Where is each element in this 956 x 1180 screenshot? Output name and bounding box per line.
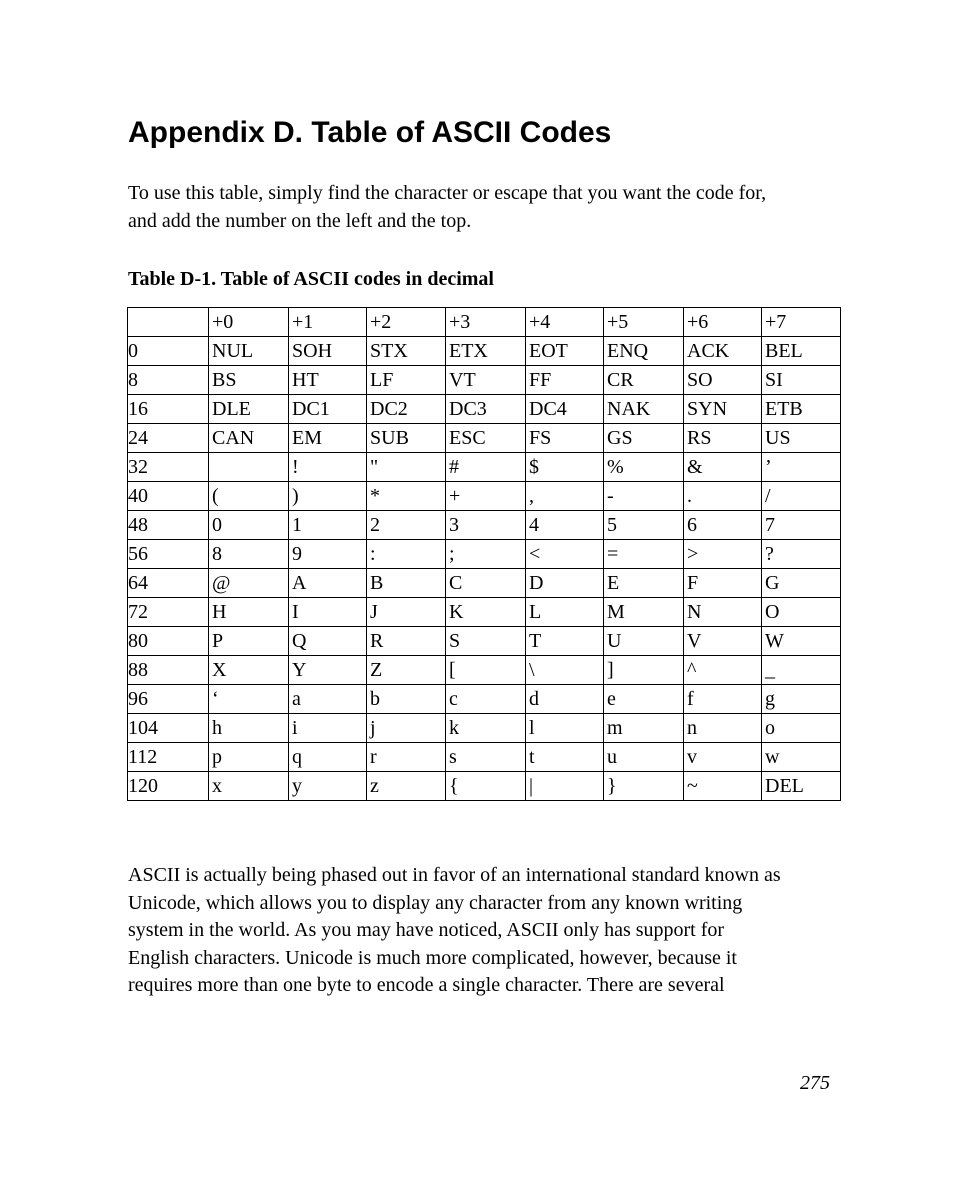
ascii-char-cell: y [289,772,367,801]
ascii-char-cell: E [604,569,684,598]
row-base-value-cell: 56 [128,540,209,569]
ascii-char-cell: s [446,743,526,772]
table-row [128,395,841,424]
ascii-char-cell: DC1 [289,395,367,424]
ascii-char-cell: GS [604,424,684,453]
table-row [128,453,841,482]
closing-line: ASCII is actually being phased out in favor of an international standard known as [128,864,781,886]
table-row [128,598,841,627]
column-offset-header: +4 [526,308,604,337]
ascii-char-cell: C [446,569,526,598]
ascii-char-cell: 1 [289,511,367,540]
row-base-value-cell: 0 [128,337,209,366]
page-number: 275 [800,1072,830,1094]
ascii-char-cell: d [526,685,604,714]
ascii-char-cell: T [526,627,604,656]
ascii-char-cell: & [684,453,762,482]
ascii-char-cell: BEL [762,337,841,366]
ascii-char-cell: DLE [209,395,289,424]
ascii-char-cell: o [762,714,841,743]
table-row [128,656,841,685]
ascii-char-cell: A [289,569,367,598]
closing-line: system in the world. As you may have noticed, ASCII only has support for [128,919,725,942]
ascii-char-cell: K [446,598,526,627]
ascii-char-cell: q [289,743,367,772]
column-offset-header: +2 [367,308,446,337]
ascii-char-cell: 7 [762,511,841,540]
ascii-char-cell: D [526,569,604,598]
ascii-char-cell: 3 [446,511,526,540]
closing-line: Unicode, which allows you to display any character from any known writing [128,891,743,914]
ascii-char-cell: ETX [446,337,526,366]
row-base-value-cell: 80 [128,627,209,656]
row-base-value-cell: 112 [128,743,209,772]
ascii-char-cell: { [446,772,526,801]
ascii-char-cell: k [446,714,526,743]
ascii-char-cell: u [604,743,684,772]
table-row [128,366,841,395]
ascii-char-cell: US [762,424,841,453]
ascii-char-cell: z [367,772,446,801]
ascii-char-cell: DC2 [367,395,446,424]
ascii-char-cell: / [762,482,841,511]
ascii-char-cell: a [289,685,367,714]
ascii-char-cell: ! [289,453,367,482]
ascii-char-cell: RS [684,424,762,453]
ascii-char-cell: } [604,772,684,801]
table-row [128,685,841,714]
ascii-char-cell: $ [526,453,604,482]
ascii-char-cell: I [289,598,367,627]
ascii-char-cell: NUL [209,337,289,366]
ascii-char-cell: SO [684,366,762,395]
ascii-char-cell: ( [209,482,289,511]
intro-line: and add the number on the left and the top. [128,210,472,232]
column-offset-header: +5 [604,308,684,337]
table-row [128,424,841,453]
ascii-char-cell: c [446,685,526,714]
ascii-char-cell: LF [367,366,446,395]
ascii-char-cell: ACK [684,337,762,366]
ascii-char-cell: DC4 [526,395,604,424]
ascii-table [127,307,841,801]
ascii-char-cell: b [367,685,446,714]
intro-paragraph [128,179,848,235]
ascii-char-cell: Z [367,656,446,685]
ascii-char-cell: DC3 [446,395,526,424]
ascii-char-cell: < [526,540,604,569]
ascii-char-cell: " [367,453,446,482]
row-base-value-cell: 48 [128,511,209,540]
table-caption: Table D-1. Table of ASCII codes in decimal [128,268,494,290]
row-base-value-cell: 16 [128,395,209,424]
ascii-char-cell: 4 [526,511,604,540]
table-row [128,772,841,801]
ascii-char-cell: l [526,714,604,743]
ascii-char-cell: W [762,627,841,656]
ascii-char-cell: % [604,453,684,482]
ascii-char-cell: N [684,598,762,627]
row-base-value-cell: 24 [128,424,209,453]
table-row [128,482,841,511]
ascii-char-cell: R [367,627,446,656]
ascii-char-cell: ; [446,540,526,569]
row-base-value-cell: 64 [128,569,209,598]
ascii-char-cell: DEL [762,772,841,801]
intro-line: To use this table, simply find the character or escape that you want the code for, [128,182,767,204]
ascii-char-cell: w [762,743,841,772]
ascii-char-cell: \ [526,656,604,685]
table-row [128,714,841,743]
column-offset-header: +3 [446,308,526,337]
ascii-char-cell: ESC [446,424,526,453]
ascii-char-cell: NAK [604,395,684,424]
ascii-char-cell: ^ [684,656,762,685]
ascii-char-cell: HT [289,366,367,395]
table-row [128,743,841,772]
ascii-char-cell: i [289,714,367,743]
ascii-char-cell: BS [209,366,289,395]
ascii-char-cell: [ [446,656,526,685]
ascii-char-cell: n [684,714,762,743]
ascii-char-cell: L [526,598,604,627]
closing-line: English characters. Unicode is much more complicated, however, because it [128,946,737,969]
ascii-char-cell: FS [526,424,604,453]
ascii-char-cell: ‘ [209,685,289,714]
ascii-char-cell: 6 [684,511,762,540]
ascii-char-cell: f [684,685,762,714]
ascii-char-cell: M [604,598,684,627]
ascii-char-cell: 9 [289,540,367,569]
ascii-char-cell: VT [446,366,526,395]
table-row [128,569,841,598]
ascii-char-cell: G [762,569,841,598]
ascii-char-cell: * [367,482,446,511]
ascii-char-cell: x [209,772,289,801]
column-offset-header: +7 [762,308,841,337]
ascii-char-cell: @ [209,569,289,598]
ascii-char-cell: J [367,598,446,627]
ascii-char-cell: B [367,569,446,598]
ascii-char-cell: SYN [684,395,762,424]
ascii-char-cell: O [762,598,841,627]
ascii-char-cell: U [604,627,684,656]
ascii-char-cell: ? [762,540,841,569]
ascii-char-cell: ENQ [604,337,684,366]
row-base-value-cell: 120 [128,772,209,801]
ascii-char-cell: ] [604,656,684,685]
ascii-char-cell: r [367,743,446,772]
ascii-char-cell: ETB [762,395,841,424]
column-offset-header: +0 [209,308,289,337]
ascii-char-cell: = [604,540,684,569]
ascii-char-cell: X [209,656,289,685]
ascii-char-cell: j [367,714,446,743]
ascii-char-cell: EOT [526,337,604,366]
ascii-char-cell: m [604,714,684,743]
ascii-char-cell: h [209,714,289,743]
table-header-row [128,308,841,337]
ascii-char-cell: : [367,540,446,569]
closing-line: requires more than one byte to encode a single character. There are several [128,974,725,997]
ascii-table-body [128,308,841,801]
ascii-char-cell: CR [604,366,684,395]
ascii-char-cell: p [209,743,289,772]
ascii-char-cell: ~ [684,772,762,801]
ascii-char-cell: SOH [289,337,367,366]
ascii-char-cell: g [762,685,841,714]
ascii-char-cell: t [526,743,604,772]
ascii-char-cell: v [684,743,762,772]
ascii-char-cell: CAN [209,424,289,453]
ascii-char-cell: V [684,627,762,656]
ascii-char-cell: | [526,772,604,801]
ascii-char-cell: FF [526,366,604,395]
ascii-char-cell: Q [289,627,367,656]
row-base-value-cell: 72 [128,598,209,627]
ascii-char-cell: _ [762,656,841,685]
ascii-char-cell: Y [289,656,367,685]
ascii-char-cell: ) [289,482,367,511]
table-row [128,627,841,656]
ascii-char-cell: e [604,685,684,714]
ascii-char-cell: + [446,482,526,511]
ascii-char-cell: EM [289,424,367,453]
row-base-value-cell: 96 [128,685,209,714]
column-offset-header: +6 [684,308,762,337]
ascii-char-cell: 5 [604,511,684,540]
ascii-char-cell: H [209,598,289,627]
ascii-char-cell: 8 [209,540,289,569]
ascii-char-cell: F [684,569,762,598]
ascii-char-cell: STX [367,337,446,366]
row-base-value-cell: 88 [128,656,209,685]
ascii-char-cell: - [604,482,684,511]
ascii-char-cell: 2 [367,511,446,540]
ascii-char-cell: SI [762,366,841,395]
row-base-value-cell: 32 [128,453,209,482]
ascii-char-cell [209,453,289,482]
row-base-value-cell: 40 [128,482,209,511]
table-row [128,511,841,540]
ascii-char-cell: # [446,453,526,482]
ascii-char-cell: SUB [367,424,446,453]
page-heading: Appendix D. Table of ASCII Codes [128,116,612,149]
ascii-char-cell: > [684,540,762,569]
closing-paragraph [128,862,848,1000]
table-row [128,540,841,569]
ascii-char-cell: ’ [762,453,841,482]
row-base-value-cell: 104 [128,714,209,743]
table-row [128,337,841,366]
ascii-char-cell: , [526,482,604,511]
ascii-char-cell: 0 [209,511,289,540]
ascii-char-cell: . [684,482,762,511]
row-base-value-cell: 8 [128,366,209,395]
ascii-char-cell: P [209,627,289,656]
column-offset-header: +1 [289,308,367,337]
header-corner-cell [128,308,209,337]
ascii-char-cell: S [446,627,526,656]
